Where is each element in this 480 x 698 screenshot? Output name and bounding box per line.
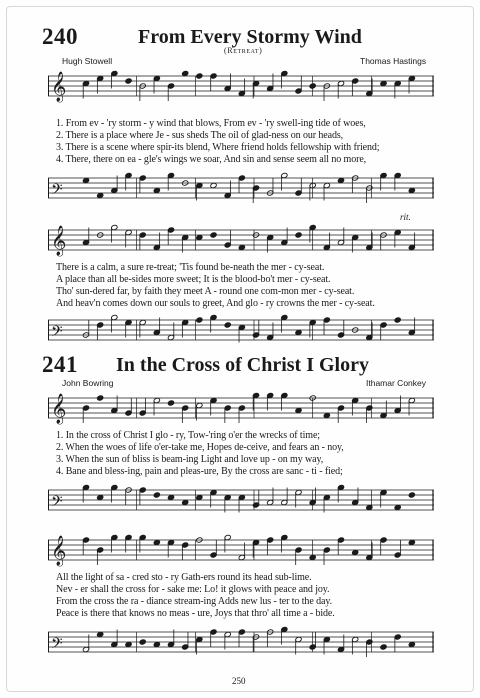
hymn-241-verse-2-line-2: Nev - er shall the cross for - sake me: Lo! it glows with peace and joy. [56,584,330,595]
hymn-241-music-credit: Ithamar Conkey [366,378,426,388]
treble-clef-icon: 𝄞 [51,72,67,102]
note-head [295,232,302,238]
hymn-240-system-2-treble [48,220,434,260]
note-head [125,78,132,84]
treble-staff-svg [48,530,434,570]
hymn-240-system-1-bass [48,168,434,208]
note-head [394,317,401,323]
hymn-240-verse-3-line-1: 3. There is a scene where spir-its blend, Where friend holds fellowship with friend; [56,142,380,153]
note-head [380,644,387,650]
staff-lines [48,178,434,198]
hymn-240-verse-1-line-2: There is a calm, a sure re-treat; 'Tis found be-neath the mer - cy-seat. [56,262,325,273]
hymn-240-verse-1-line-1: 1. From ev - 'ry storm - y wind that blows, From ev - 'ry swell-ing tide of woes, [56,118,366,129]
treble-clef-icon: 𝄞 [51,536,67,566]
treble-staff-svg [48,220,434,260]
bass-clef-icon: 𝄢 [51,323,63,344]
hymn-240-number: 240 [42,24,78,49]
hymn-241-verse-2-line-1: 2. When the woes of life o'er-take me, Hopes de-ceive, and fears an - noy, [56,442,344,453]
bass-staff-svg [48,168,434,208]
hymn-241-words-credit: John Bowring [62,378,114,388]
hymn-240-system-1-treble [48,66,434,112]
note-head [139,639,146,645]
hymn-241-verse-4-line-2: Peace is there that knows no meas - ure, Joys that thro' all time a - bide. [56,608,335,619]
hymn-240-verse-4-line-2: And heav'n comes down our souls to greet, And glo - ry crowns the mer - cy-seat. [56,298,375,309]
bass-staff-svg [48,310,434,350]
treble-staff-svg [48,66,434,112]
hymn-241-verse-3-line-2: From the cross the ra - diance stream-ing Adds new lus - ter to the day. [56,596,332,607]
note-head [224,322,231,328]
note-head [196,73,203,79]
hymn-240-words-credit: Hugh Stowell [62,56,113,66]
bass-clef-icon: 𝄢 [51,635,63,656]
bass-clef-icon: 𝄢 [51,493,63,514]
hymn-240-tune-name: (Retreat) [224,46,263,55]
treble-clef-icon: 𝄞 [51,226,67,256]
hymn-241-system-1-treble [48,388,434,428]
treble-staff-svg [48,388,434,428]
hymn-241-system-2-treble [48,530,434,570]
note-head [210,232,217,238]
hymn-240-verse-2-line-2: A place than all be-sides more sweet; It is the blood-bo't mer - cy-seat. [56,274,331,285]
hymn-240-system-2-bass [48,310,434,350]
hymn-241-verse-4-line-1: 4. Bane and bless-ing, pain and pleas-ure, By the cross are sanc - ti - fied; [56,466,343,477]
note-head [196,317,203,323]
note-head [408,492,415,498]
hymn-240-music-credit: Thomas Hastings [360,56,427,66]
hymn-241-verse-1-line-2: All the light of sa - cred sto - ry Gath-ers round its head sub-lime. [56,572,312,583]
note-head [153,492,160,498]
treble-clef-icon: 𝄞 [51,394,67,424]
bass-staff-svg [48,622,434,662]
hymn-241-number: 241 [42,352,78,377]
hymn-240-title: From Every Stormy Wind [138,26,362,48]
hymn-241-verse-1-line-1: 1. In the cross of Christ I glo - ry, Tow-'ring o'er the wrecks of time; [56,430,320,441]
note-head [309,83,316,89]
hymn-240-verse-4-line-1: 4. There, there on ea - gle's wings we soar, And sin and sense seem all no more, [56,154,367,165]
hymn-240-verse-2-line-1: 2. There is a place where Je - sus sheds The oil of glad-ness on our heads, [56,130,344,141]
hymn-240-rit-marking: rit. [400,212,411,222]
staff-lines [48,632,434,652]
hymn-241-system-2-bass [48,622,434,662]
hymn-240-verse-3-line-2: Tho' sun-dered far, by faith they meet A - round one com-mon mer - cy-seat. [56,286,355,297]
staff-lines [48,540,434,560]
note-head [167,400,174,406]
bass-clef-icon: 𝄢 [51,181,63,202]
hymn-241-title: In the Cross of Christ I Glory [116,354,369,376]
hymn-241-verse-3-line-1: 3. When the sun of bliss is beam-ing Light and love up - on my way, [56,454,324,465]
note-head [97,395,104,401]
page-number: 250 [232,676,246,686]
bass-staff-svg [48,480,434,520]
hymn-241-system-1-bass [48,480,434,520]
